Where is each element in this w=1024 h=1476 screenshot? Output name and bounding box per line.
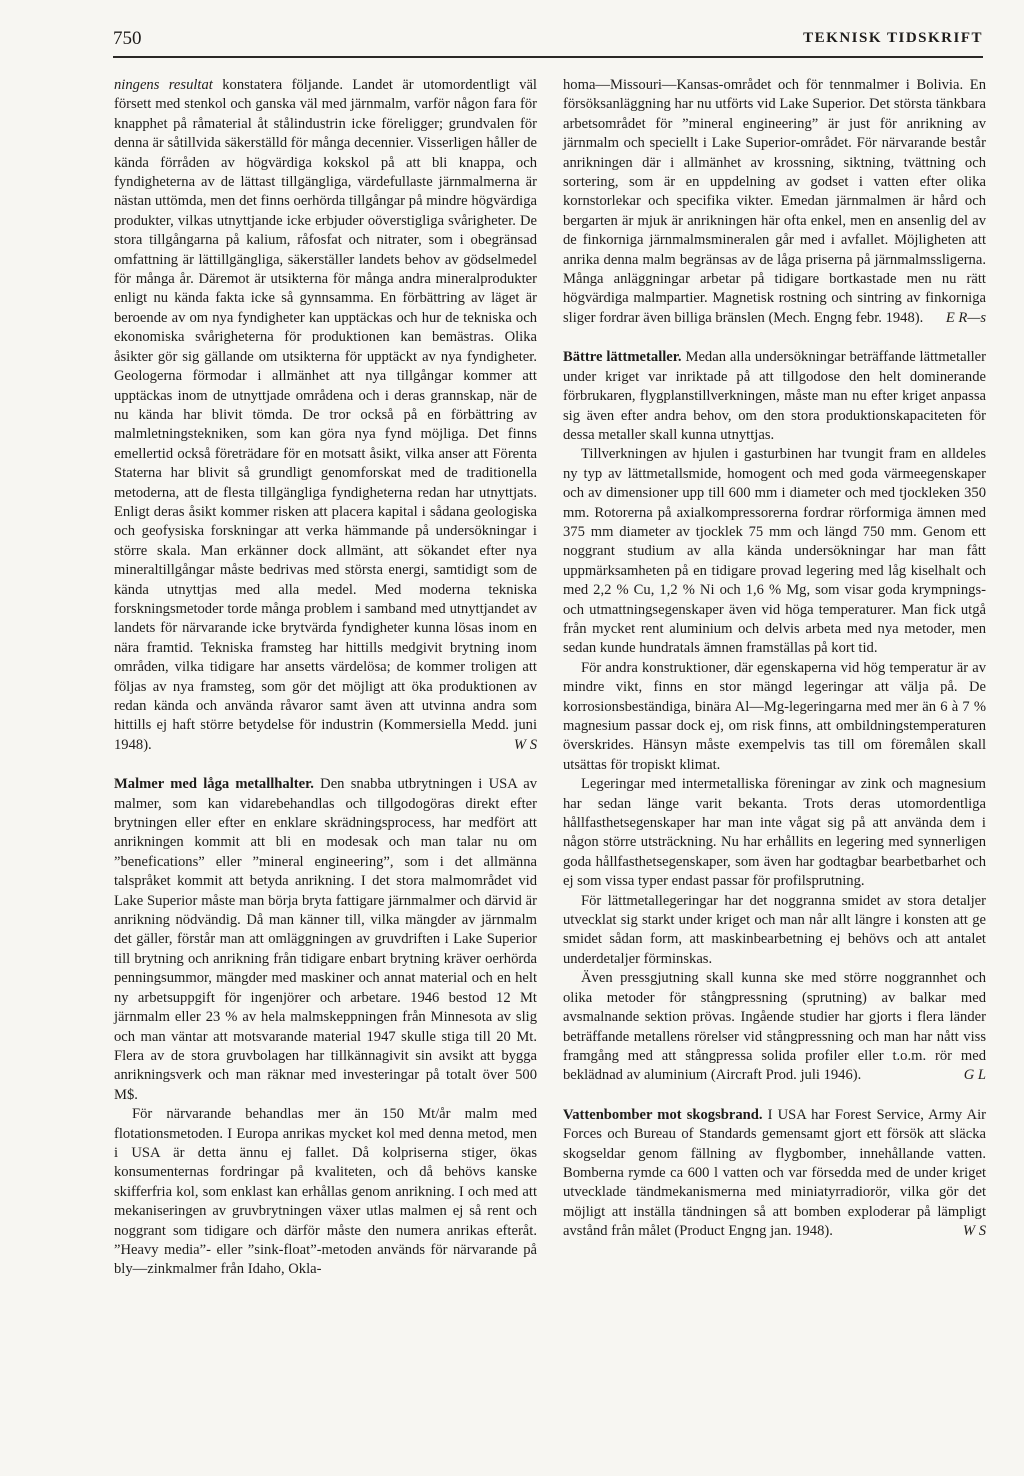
lattmetaller-title: Bättre lättmetaller. — [563, 349, 682, 366]
malmer-title: Malmer med låga metallhalter. — [114, 776, 314, 793]
right-column — [563, 76, 986, 1242]
lattmetaller-p4: Legeringar med intermetalliska föreningar av zink och magnesium har sedan länge varit bekanta. Trots deras utomordentliga hållfasthetsegenskaper har man inte vågat sig på att använda dem i någon större utsträckning. Nu har erhållits en legering med synnerligen goda hållfasthetsegenskaper, som även har godtagbar bearbetbarhet och ej som vissa typer endast passar för profilsprutning. — [563, 776, 986, 890]
vattenbomber-title: Vattenbomber mot skogsbrand. — [563, 1106, 763, 1123]
page-header — [113, 22, 983, 58]
intro-text: konstatera följande. Landet är utomordentligt väl försett med stenkol och ganska väl med järnmalm, varför någon fara för knapphet på råmaterial åt stålindustrin icke föreligger; grundvalen för denna är såtillvida säkerställd för många decennier. Visserligen håller de kända förråden av högvärdiga kokskol på att bli knappa, och fyndigheterna av de lättast tillgängliga, värdefullaste järnmalmerna är nästan uttömda, men det finns oerhörda tillgångar på mindre högvärdiga produkter, vilkas utnyttjande icke erbjuder oöverstigliga svårigheter. De stora tillgångarna på kalium, råfosfat och nitrater, som i obegränsad omfattning är lättillgängliga, säkerställer landets behov av gödselmedel för många år. Däremot är utsikterna för många andra mineralprodukter enligt nu kända fakta icke så gynnsamma. En förbättring av läget är beroende av om nya fyndigheter kan upptäckas och hur de tekniska och ekonomiska svårigheterna för produktionen kan bemästras. Olika åsikter gör sig gällande om utsikterna för upptäckt av nya fyndigheter. Geologerna förmodar i allmänhet att nya tillgångar kommer att upptäckas inom de utnyttjade områdena och i deras grannskap, när de nu kända har blivit tömda. De tror också på en förbättring av malmletningstekniken, som kan göra nya fynd möjliga. Det finns emellertid också företrädare för en motsatt åsikt, vilka anser att Förenta Staterna har blivit så grundligt genomforskat med de traditionella metoderna, att de flesta tillgängliga fyndigheterna redan har utnyttjats. Enligt deras åsikt kommer risken att placera kapital i sådana geologiska och geofysiska forskningar att verka hämmande på undersökningar i större skala. Man erkänner dock allmänt, att sökandet efter nya mineraltillgångar måste bedrivas med största energi, samtidigt som de kända utnyttjas med alla medel. Med moderna tekniska forskningsmetoder torde många problem i samband med utnyttjandet av landets för närvarande icke brytvärda fyndigheter kunna lösas inom en nära framtid. Tekniska framsteg har hittills medgivit brytning inom områden, vilka tidigare har ansetts värdelösa; de kommer troligen att följas av nya framsteg, som gör det möjligt att öka produktionen av redan kända och använda råvaror samt även att utvinna andra som hittills ej haft större betydelse för industrin (Kommersiella Medd. juni 1948). — [114, 77, 537, 753]
malmer-continuation — [563, 76, 986, 328]
malmer-signature: E R—s — [945, 309, 986, 326]
malmer-cont-text: homa—Missouri—Kansas-området och för tennmalmer i Bolivia. En försöksanläggning har nu utförts vid Lake Superior. Det största tänkbara arbetsområdet för ”mineral engineering” är just för anrikning av järnmalm och speciellt i Lake Superior-området. För närvarande består anrikningen där i allmänhet av krossning, siktning, tvättning och sortering, som är en uppdelning av godset i vatten efter olika kornstorlekar och specifika vikter. Emedan järnmalmen är hård och bergarten är mjuk är anrikningen här ofta enkel, men en ansenlig del av de finkorniga järnmalmsmineralen går med i avfallet. Möjligheten att anrika denna malm begränsas av de låga priserna på järnmalmssligerna. Många anläggningar arbetar på tidigare bortkastade men nu rätt högvärdiga malmpartier. Magnetisk rostning och sintring av finkorniga sliger fordrar även billiga bränslen (Mech. Engng febr. 1948). — [563, 77, 986, 326]
intro-lead: ningens resultat — [114, 77, 213, 93]
lattmetaller-p6: Även pressgjutning skall kunna ske med större noggrannhet och olika metoder för stångpressning (sprutning) av balkar med avsmalnande sektion prövas. Ingående studier har gjorts i flera länder beträffande metallens rörelser vid stångpressning och man har nått viss framgång med att stångpressa solida profiler eller t.o.m. rör med beklädnad av aluminium (Aircraft Prod. juli 1946). — [563, 970, 986, 1084]
lattmetaller-signature: G L — [963, 1067, 986, 1084]
article-vattenbomber — [563, 1106, 986, 1242]
malmer-p1: Den snabba utbrytningen i USA av malmer, som kan vidarebehandlas och tillgodogöras direkt efter brytningen eller efter en enklare skrädningsprocess, har medfört att anrikningen kommit att bli en modesak och man talar nu om ”benefications” eller ”mineral engineering”, som i det allmänna talspråket kommit att betyda anrikning. I det stora malmområdet vid Lake Superior måste man börja bryta fattigare järnmalmer och därvid är anrikning nödvändig. Då man känner till, vilka mängder av järnmalm det gäller, förstår man att omläggningen av gruvdriften i Lake Superior till brytning och anrikning från tidigare enbart brytning kräver oerhörda penningsummor, mängder med maskiner och annat material och en helt ny arbetsuppgift för ingenjörer och arbetare. 1946 bestod 12 Mt järnmalm eller 23 % av hela malmskeppningen från Minnesota av slig och man väntar att motsvarande material 1947 skulle stiga till 20 Mt. Flera av de stora gruvbolagen har tillkännagivit sin avsikt att bygga anrikningsverk och man räknar med investeringar på totalt över 500 M$. — [114, 776, 538, 1103]
article-lattmetaller — [563, 348, 986, 445]
lattmetaller-p1: Medan alla undersökningar beträffande lättmetaller under kriget var inriktade på att tillgodose den helt dominerande förbrukaren, flygplanstillverkningen, måste man nu efter kriget anpassa sig även efter andra behov, om den stora produktionskapaciteten för dessa metaller skall kunna utnyttjas. — [563, 349, 987, 443]
journal-title: TEKNISK TIDSKRIFT — [803, 30, 983, 46]
page-number: 750 — [113, 28, 142, 49]
lattmetaller-p5: För lättmetallegeringar har det noggranna smidet av stora detaljer utvecklat sig starkt under kriget och man når allt längre i konsten att ge smidet sådan form, att maskinbearbetning ej behövs och att antalet underdetaljer förminskas. — [563, 892, 986, 967]
lattmetaller-p2: Tillverkningen av hjulen i gasturbinen har tvungit fram en alldeles ny typ av lättmetallsmide, homogent och med goda värmeegenskaper och av dimensioner upp till 600 mm i diameter och med tjockleken 350 mm. Rotorerna på axialkompressorerna fordrar rörformiga ämnen med 375 mm diameter av tjocklek 75 mm och längd 750 mm. Genom ett noggrant studium av alla kända undersökningar har man fått uppmärksamheten på en tidigare provad legering med låg kiselhalt och med 2,2 % Cu, 1,2 % Ni och 1,6 % Mg, som visar goda krympnings- och utmattningsegenskaper även vid höga temperaturer. Man fick utgå från mycket rent aluminium och delvis arbeta med nya metoder, men sedan kunde hundratals ämnen framställas på kort tid. — [563, 446, 986, 657]
article-malmer — [114, 775, 537, 1105]
intro-signature: W S — [513, 736, 537, 753]
vattenbomber-signature: W S — [962, 1223, 986, 1240]
intro-paragraph — [114, 76, 537, 755]
vattenbomber-text: I USA har Forest Service, Army Air Forces och Bureau of Standards gemensamt gjort ett försök att släcka skogseldar genom fällning av flygbomber, innehållande vatten. Bomberna rymde ca 600 l vatten och var försedda med de under kriget utvecklade tändmekanismerna med miniatyrradiorör, vilka gör det möjligt att inställa tändningen så att bomben exploderar på lämpligt avstånd från målet (Product Engng jan. 1948). — [563, 1106, 986, 1240]
left-column — [114, 76, 537, 1280]
lattmetaller-p6-wrap — [563, 969, 986, 1085]
malmer-p2: För närvarande behandlas mer än 150 Mt/år malm med flotationsmetoden. I Europa anrikas mycket kol med denna metod, men i USA är detta ännu ej fallet. Då kolpriserna stiger, ökas konsumenternas fordringar på kvaliteten, och då behövs kanske skifferfria kol, som enklast kan erhållas genom anrikning. I och med att mekaniseringen av gruvbrytningen växer utlas malmen ej så rent och noggrant som tidigare och därför måste den numera anrikas efteråt. ”Heavy media”- eller ”sink-float”-metoden används för närvarande på bly—zinkmalmer från Idaho, Okla- — [114, 1106, 537, 1278]
lattmetaller-p3: För andra konstruktioner, där egenskaperna vid hög temperatur är av mindre vikt, finns en stor mängd legeringar att välja på. De korrosionsbeständiga, binära Al—Mg-legeringarna med mer än 6 à 7 % magnesium passar dock ej, om risk finns, att ombildningstemperaturen överskrides. Hänsyn måste exempelvis tas till om föremålen skall utsättas för tropiskt klimat. — [563, 659, 986, 773]
